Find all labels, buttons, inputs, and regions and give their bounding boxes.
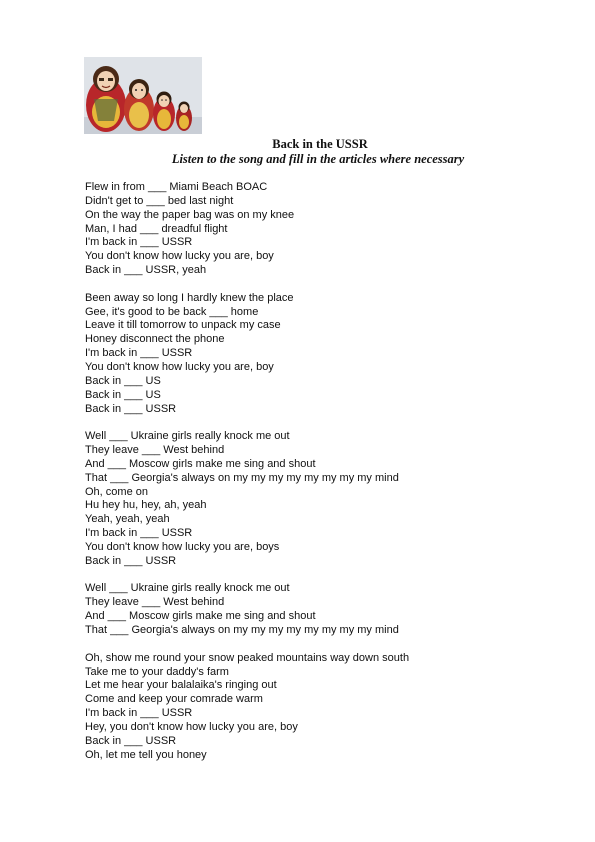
lyric-line: Back in ___ US [85,374,161,387]
lyric-line: Hey, you don't know how lucky you are, boy [85,720,298,733]
lyric-line: Hu hey hu, hey, ah, yeah [85,499,207,512]
lyric-line: That ___ Georgia's always on my my my my my my my my mind [85,471,399,484]
lyric-line: Flew in from ___ Miami Beach BOAC [85,181,268,193]
lyric-line: Gee, it's good to be back ___ home [85,305,259,318]
lyric-line: Oh, let me tell you honey [85,748,207,761]
lyric-line: Well ___ Ukraine girls really knock me out [85,582,290,595]
lyrics-stanza [85,430,565,568]
matryoshka-dolls-image [84,57,202,134]
lyric-line: Well ___ Ukraine girls really knock me out [85,430,290,443]
lyric-line: Honey disconnect the phone [85,333,225,346]
lyric-line: You don't know how lucky you are, boy [85,250,274,263]
page-title: Back in the USSR [272,137,368,151]
lyric-line: And ___ Moscow girls make me sing and shout [85,610,316,623]
lyric-line: Didn't get to ___ bed last night [85,194,234,207]
lyric-line: That ___ Georgia's always on my my my my my my my my mind [85,624,399,636]
lyric-line: Yeah, yeah, yeah [85,513,170,526]
lyric-line: Man, I had ___ dreadful flight [85,222,228,235]
lyric-line: Been away so long I hardly knew the place [85,291,294,304]
lyric-line: They leave ___ West behind [85,444,225,457]
lyric-line: You don't know how lucky you are, boys [85,540,280,553]
lyric-line: Leave it till tomorrow to unpack my case [85,319,281,332]
lyric-line: Back in ___ USSR [85,554,177,567]
lyric-line: Back in ___ USSR [85,402,177,415]
lyric-line: I'm back in ___ USSR [85,236,193,249]
lyric-line: They leave ___ West behind [85,596,225,609]
lyric-line: Come and keep your comrade warm [85,693,263,706]
lyric-line: Let me hear your balalaika's ringing out [85,679,277,692]
lyric-line: And ___ Moscow girls make me sing and shout [85,457,316,470]
lyric-line: You don't know how lucky you are, boy [85,360,274,373]
lyric-line: Oh, show me round your snow peaked mountains way down south [85,651,410,664]
lyrics-stanza [85,582,565,637]
lyric-line: On the way the paper bag was on my knee [85,208,295,221]
lyric-line: I'm back in ___ USSR [85,527,193,540]
lyrics-stanza [85,292,565,417]
lyric-line: I'm back in ___ USSR [85,347,193,360]
lyric-line: Take me to your daddy's farm [85,665,229,678]
lyrics-body [85,181,565,762]
lyric-line: I'm back in ___ USSR [85,707,193,720]
lyric-line: Back in ___ USSR, yeah [85,264,207,277]
instructions-subtitle: Listen to the song and fill in the articles where necessary [171,152,465,166]
lyrics-stanza [85,181,565,278]
lyric-line: Back in ___ US [85,388,161,401]
lyric-line: Back in ___ USSR [85,734,177,747]
lyrics-stanza [85,652,565,763]
lyric-line: Oh, come on [85,485,148,498]
